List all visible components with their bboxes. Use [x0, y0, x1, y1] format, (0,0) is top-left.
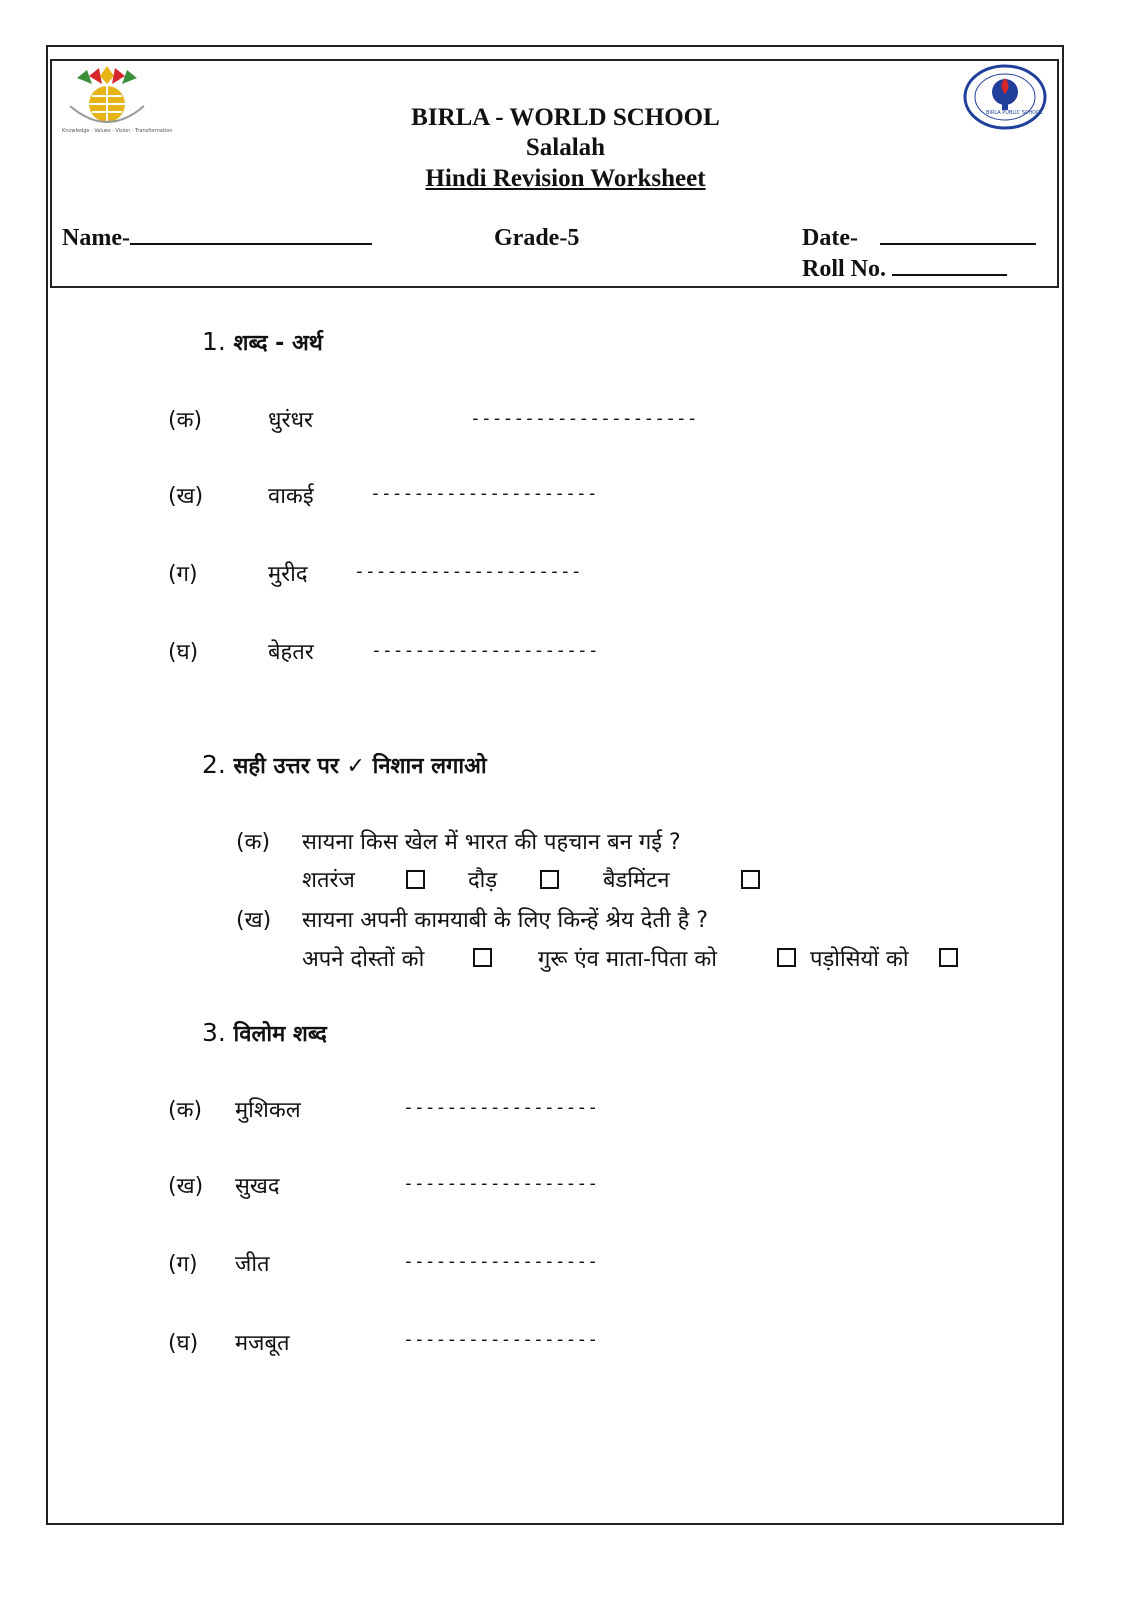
option-checkbox[interactable]	[741, 870, 760, 889]
section2-heading	[202, 750, 487, 780]
s1-item-blank[interactable]: ---------------------	[371, 640, 599, 661]
section2-title-after: निशान लगाओ	[372, 754, 487, 779]
s3-item-label: (ग)	[168, 1252, 198, 1277]
section3-number: 3.	[202, 1018, 226, 1047]
roll-blank-line[interactable]	[892, 256, 1007, 276]
s1-item-blank[interactable]: ---------------------	[370, 483, 598, 504]
date-field[interactable]	[802, 225, 1036, 252]
option-label: गुरू एंव माता-पिता को	[538, 947, 717, 972]
option-label: अपने दोस्तों को	[302, 947, 425, 972]
s3-item-label: (ख)	[168, 1174, 204, 1199]
check-mark-icon: ✓	[346, 754, 365, 779]
option-checkbox[interactable]	[540, 870, 559, 889]
date-label: Date-	[802, 225, 858, 251]
date-blank-line[interactable]	[880, 225, 1036, 245]
section2-number: 2.	[202, 750, 226, 779]
s3-item-blank[interactable]: ------------------	[403, 1251, 599, 1272]
option-label: पड़ोसियों को	[810, 947, 909, 972]
s1-item-blank[interactable]: ---------------------	[354, 561, 582, 582]
section3-title: विलोम शब्द	[233, 1022, 327, 1047]
section3-heading	[202, 1018, 327, 1048]
option-checkbox[interactable]	[473, 948, 492, 967]
option-label: दौड़	[468, 868, 498, 893]
q-text: सायना अपनी कामयाबी के लिए किन्हें श्रेय देती है ?	[302, 908, 709, 933]
s3-item-blank[interactable]: ------------------	[403, 1329, 599, 1350]
school-name: BIRLA - WORLD SCHOOL	[411, 104, 720, 131]
s1-item-word: बेहतर	[268, 640, 314, 665]
grade-label: Grade-5	[494, 225, 580, 251]
option-checkbox[interactable]	[406, 870, 425, 889]
s1-item-label: (घ)	[168, 640, 199, 665]
s3-item-word: मुशिकल	[235, 1098, 301, 1123]
q-label: (ख)	[236, 908, 272, 933]
section1-title: शब्द - अर्थ	[233, 331, 323, 356]
s1-item-word: वाकई	[268, 484, 314, 509]
s3-item-word: मजबूत	[235, 1331, 290, 1356]
q-text: सायना किस खेल में भारत की पहचान बन गई ?	[302, 830, 681, 855]
name-blank-line[interactable]	[130, 225, 372, 245]
left-logo-motto: Knowledge · Values · Vision · Transformation	[62, 128, 173, 134]
option-label: बैडमिंटन	[603, 868, 670, 893]
name-field[interactable]	[62, 225, 372, 252]
roll-label: Roll No.	[802, 256, 886, 282]
option-label: शतरंज	[302, 868, 355, 893]
s3-item-word: जीत	[235, 1252, 270, 1277]
option-checkbox[interactable]	[777, 948, 796, 967]
s3-item-blank[interactable]: ------------------	[403, 1173, 599, 1194]
school-city: Salalah	[525, 134, 606, 161]
option-checkbox[interactable]	[939, 948, 958, 967]
section1-heading	[202, 327, 323, 357]
section2-title-before: सही उत्तर पर	[233, 754, 339, 779]
s1-item-blank[interactable]: ---------------------	[470, 408, 698, 429]
s3-item-blank[interactable]: ------------------	[403, 1097, 599, 1118]
s1-item-label: (ग)	[168, 562, 198, 587]
s3-item-label: (घ)	[168, 1331, 199, 1356]
s1-item-word: धुरंधर	[268, 408, 314, 433]
s1-item-word: मुरीद	[268, 562, 308, 587]
section1-number: 1.	[202, 327, 226, 356]
s1-item-label: (क)	[168, 408, 203, 433]
s3-item-label: (क)	[168, 1098, 203, 1123]
worksheet-title: Hindi Revision Worksheet	[425, 165, 706, 192]
right-logo-text: BIRLA PUBLIC SCHOOL	[986, 110, 1043, 116]
roll-field[interactable]	[802, 256, 1007, 283]
name-label: Name-	[62, 225, 130, 251]
s1-item-label: (ख)	[168, 484, 204, 509]
q-label: (क)	[236, 830, 271, 855]
s3-item-word: सुखद	[235, 1174, 280, 1199]
